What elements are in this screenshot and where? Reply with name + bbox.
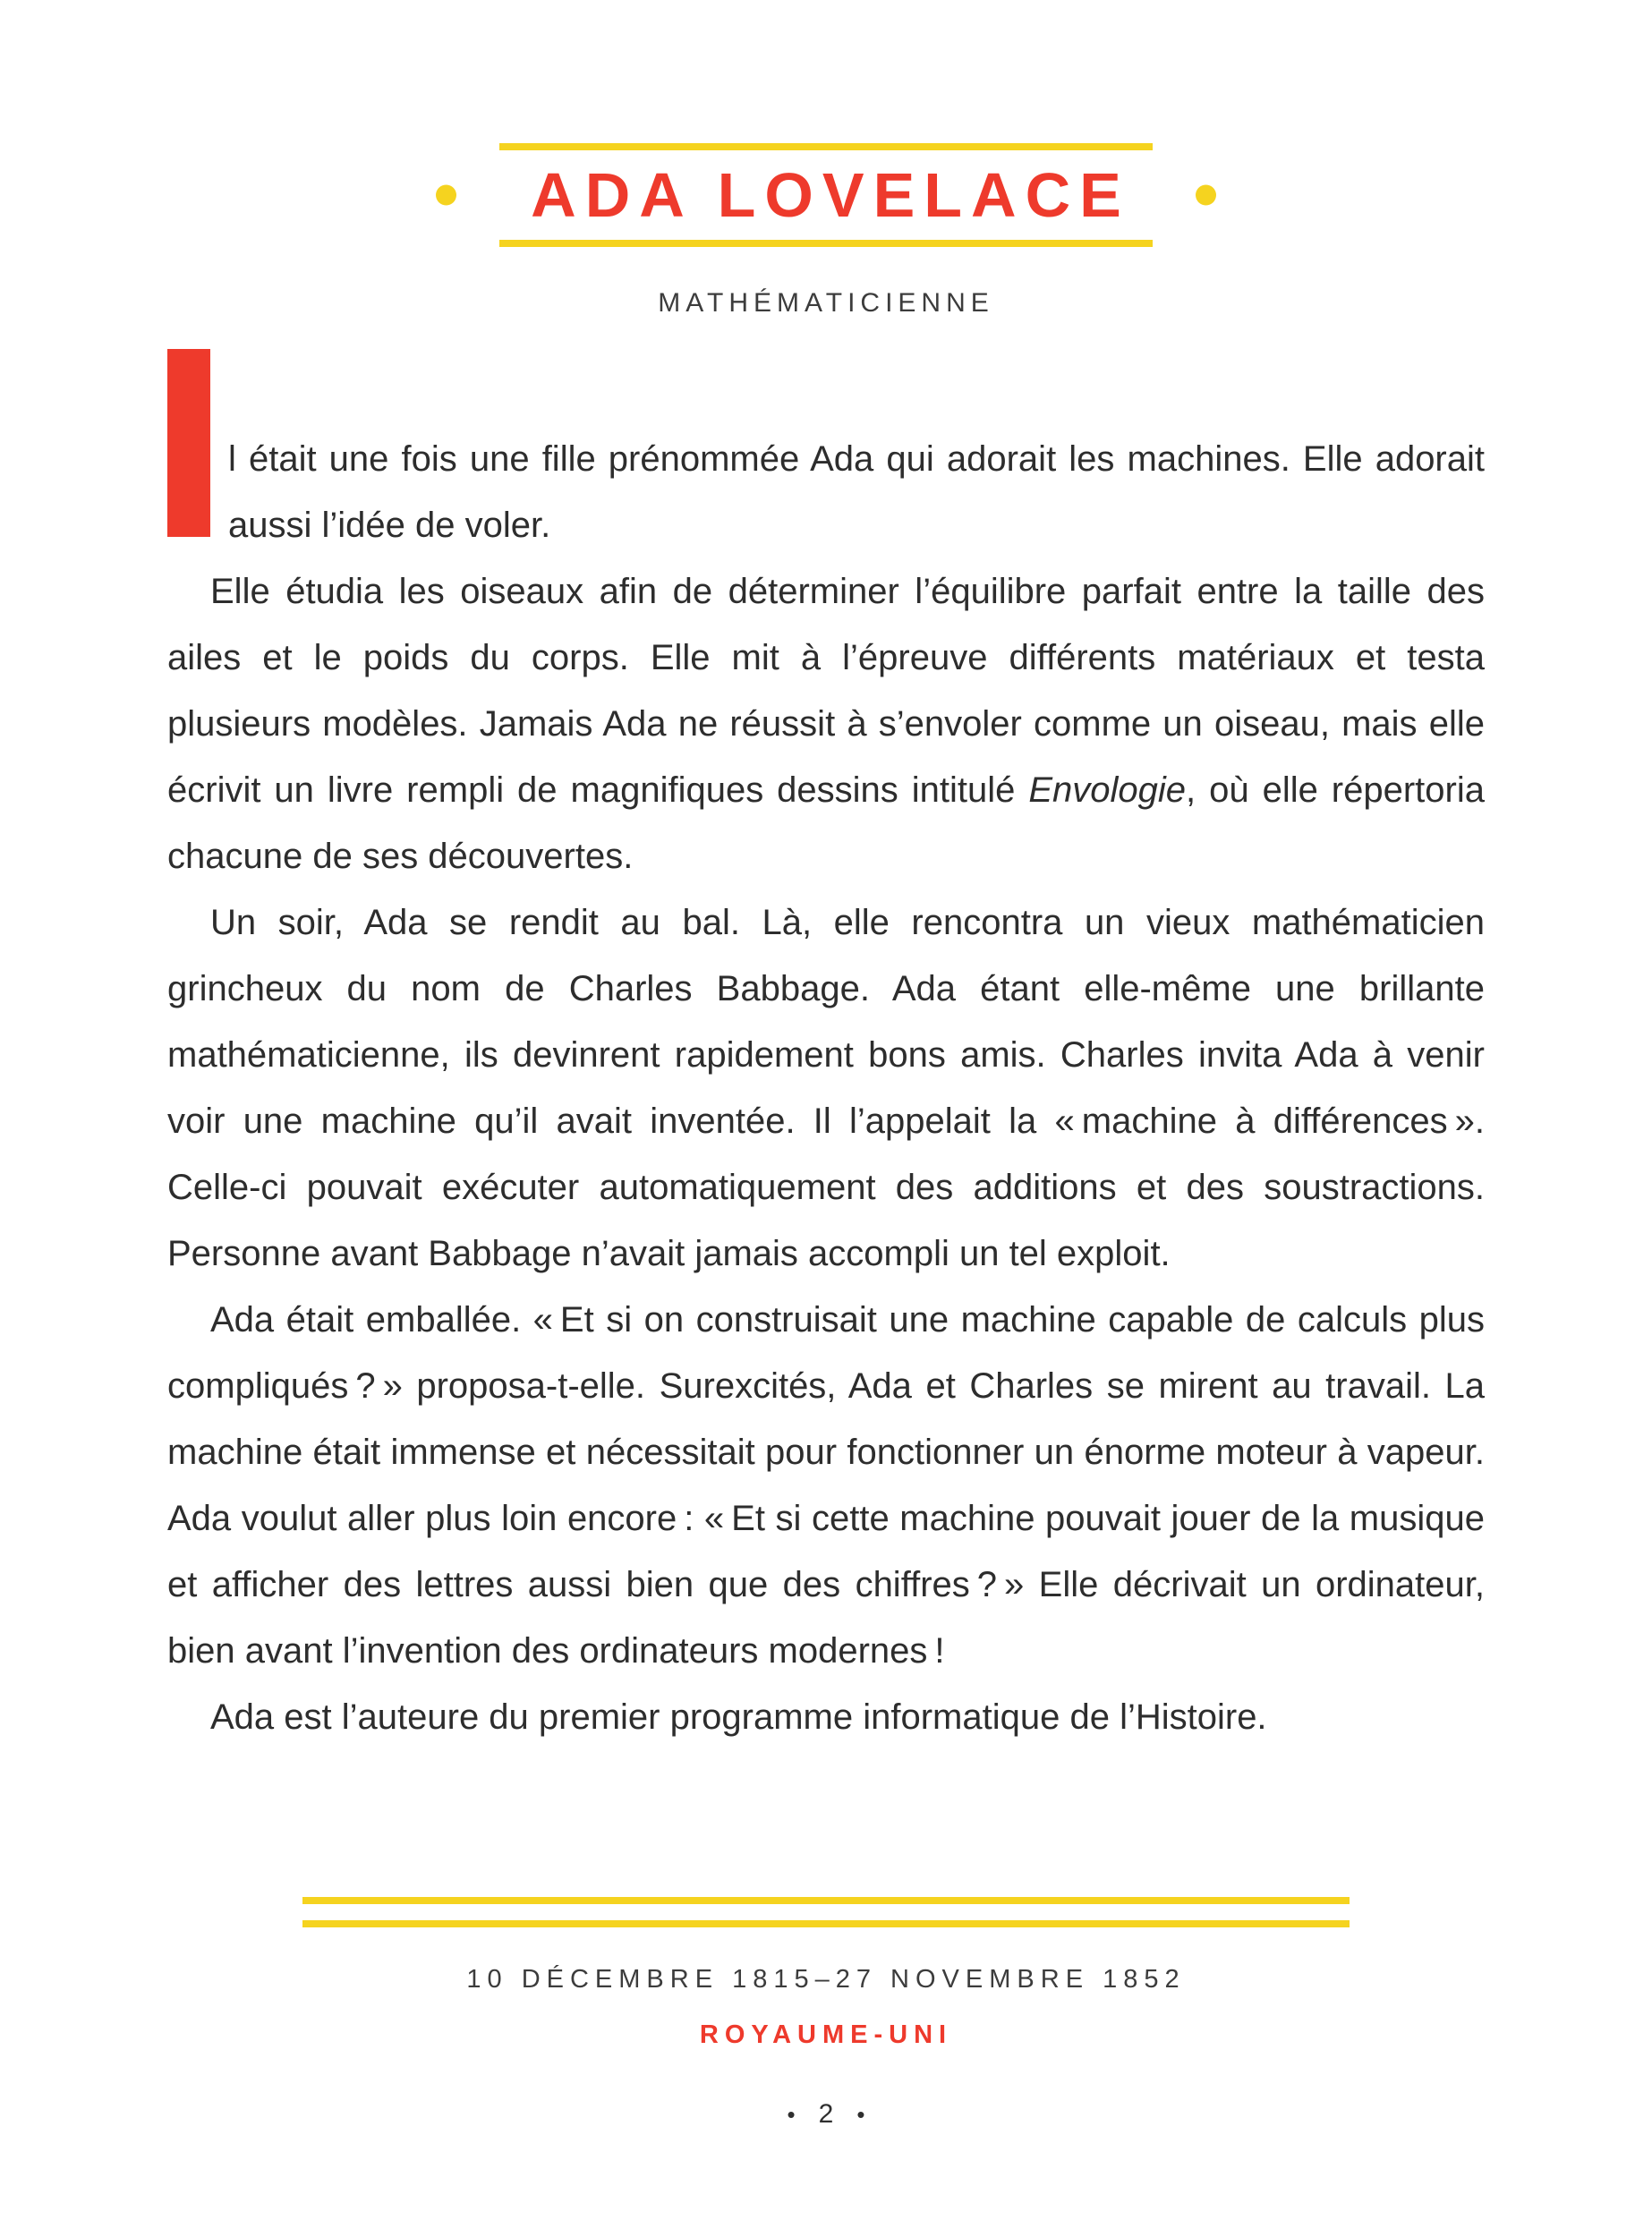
paragraph-2-text-after: , où elle répertoria chacune de ses découvertes.: [167, 770, 1485, 876]
paragraph-4: Ada était emballée. « Et si on construisait une machine capable de calculs plus compliqués ? » proposa-t-elle. Surexcités, Ada et Charles se mirent au travail. La machine était immense et nécessitait pour fonctionner un énorme moteur à vapeur. Ada voulut aller plus loin encore : « Et si cette machine pouvait jouer de la musique et afficher des lettres aussi bien que des chiffres ? » Elle décrivait un ordinateur, bien avant l’invention des ordinateurs modernes !: [167, 1300, 1485, 1671]
title-bullet-right-icon: [1196, 185, 1216, 206]
page-number-dot-right-icon: •: [856, 2100, 865, 2128]
drop-cap-i: [167, 349, 210, 537]
footer-rule-bottom: [302, 1920, 1350, 1927]
book-title-envologie: Envologie: [1028, 770, 1187, 810]
paragraph-1: [167, 426, 1485, 558]
story-text: [167, 426, 1485, 1750]
page-number-value: 2: [818, 2099, 834, 2129]
page-number: [0, 2099, 1652, 2130]
page-subtitle: MATHÉMATICIENNE: [658, 288, 994, 318]
title-bullet-left-icon: [436, 185, 456, 206]
title-rule-top: [499, 143, 1153, 150]
title-block: [436, 143, 1216, 247]
paragraph-3: Un soir, Ada se rendit au bal. Là, elle rencontra un vieux mathématicien grincheux du nom de Charles Babbage. Ada étant elle-même une brillante mathématicienne, ils devinrent rapidement bons amis. Charles invita Ada à venir voir une machine qu’il avait inventée. Il l’appelait la « machine à différences ». Celle-ci pouvait exécuter automatiquement des additions et des soustractions. Personne avant Babbage n’avait jamais accompli un tel exploit.: [167, 903, 1485, 1273]
paragraph-2-text-before: Elle étudia les oiseaux afin de déterminer l’équilibre parfait entre la taille des ailes et le poids du corps. Elle mit à l’épreuve différents matériaux et testa plusieurs modèles. Jamais Ada ne réussit à s’envoler comme un oiseau, mais elle écrivit un livre rempli de magnifiques dessins intitulé: [167, 572, 1485, 810]
page-number-dot-left-icon: •: [787, 2100, 796, 2128]
country-label: ROYAUME-UNI: [699, 2020, 953, 2049]
footer-rules: [302, 1897, 1350, 1927]
page-title: ADA LOVELACE: [531, 160, 1130, 230]
paragraph-2: [167, 558, 1485, 889]
title-rule-bottom: [499, 240, 1153, 247]
paragraph-5: Ada est l’auteure du premier programme informatique de l’Histoire.: [210, 1697, 1267, 1737]
title-row: [436, 150, 1216, 240]
paragraph-1-text: l était une fois une fille prénommée Ada qui adorait les machines. Elle adorait aussi l’idée de voler.: [228, 439, 1485, 545]
life-dates: 10 DÉCEMBRE 1815–27 NOVEMBRE 1852: [466, 1965, 1186, 1994]
footer-rule-top: [302, 1897, 1350, 1904]
